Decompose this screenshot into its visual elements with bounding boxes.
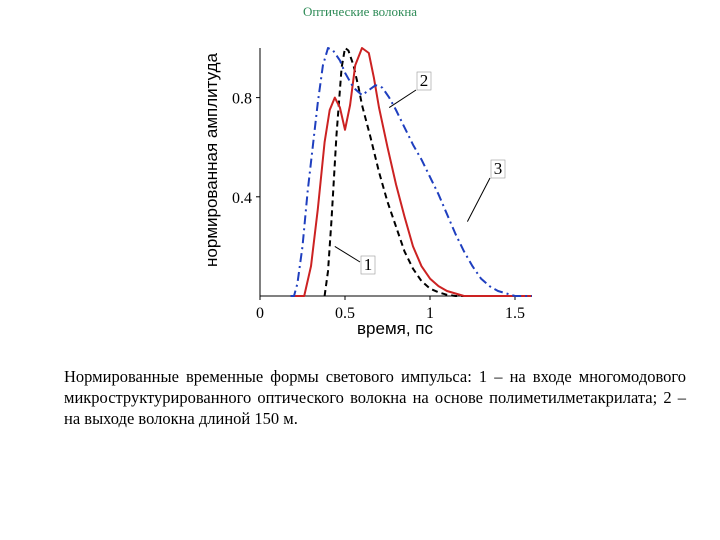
y-tick-label: 0.4 bbox=[232, 189, 252, 207]
page-header-title: Оптические волокна bbox=[302, 4, 418, 19]
chart-tick-labels bbox=[232, 91, 525, 322]
x-tick-label: 1 bbox=[426, 305, 434, 322]
callout-leader-line bbox=[389, 90, 416, 108]
x-tick-label: 0 bbox=[256, 305, 264, 322]
y-tick-label: 0.8 bbox=[232, 90, 252, 108]
x-axis-title: время, пс bbox=[357, 319, 433, 338]
figure-caption: Нормированные временные формы светового импульса: 1 – на входе многомодового микроструктурированного оптического волокна на основе полиметилметакрилата; 2 – на выходе волокна длиной 150 м. bbox=[64, 367, 686, 428]
y-axis-title: нормированная амплитуда bbox=[202, 53, 221, 267]
chart-ticks bbox=[256, 98, 515, 300]
callout-leader-line bbox=[335, 246, 360, 262]
curve-number-label: 2 bbox=[419, 71, 429, 90]
callout-leader-line bbox=[467, 178, 490, 222]
x-tick-label: 0.5 bbox=[335, 305, 355, 322]
series-line-1 bbox=[325, 48, 464, 296]
curve-number-label: 1 bbox=[363, 255, 373, 274]
x-tick-label: 1.5 bbox=[505, 305, 525, 322]
curve-number-label: 3 bbox=[493, 159, 503, 178]
